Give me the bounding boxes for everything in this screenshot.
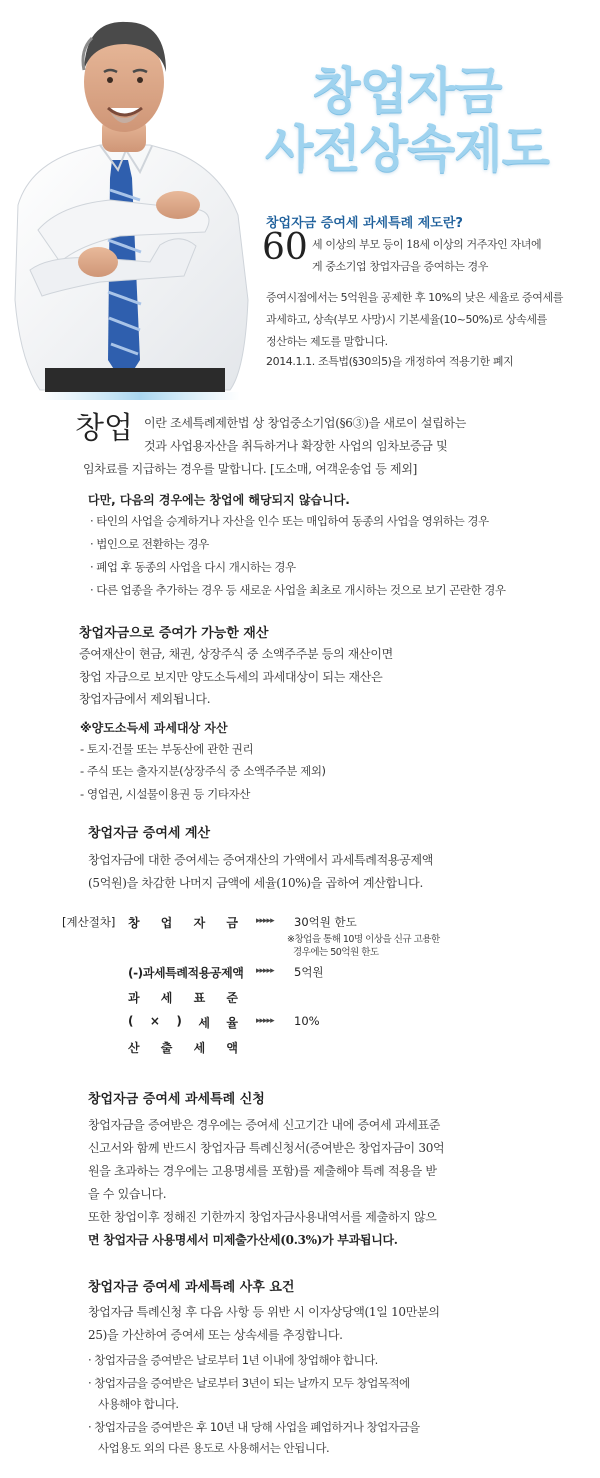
application-line: 원을 초과하는 경우에는 고용명세를 포함)를 제출해야 특례 적용을 받: [88, 1164, 437, 1178]
hero-line: 세 이상의 부모 등이 18세 이상의 거주자인 자녀에: [312, 238, 542, 251]
calc-char: 준: [226, 991, 238, 1005]
calc-char: 과: [128, 991, 140, 1005]
procedure-label: [계산절차]: [62, 915, 116, 929]
calc-char: 출: [160, 1041, 173, 1055]
arrow-icon: ▸▸▸▸▸: [256, 966, 274, 976]
taxable-asset-item: - 토지·건물 또는 부동산에 관한 권리: [80, 742, 254, 756]
requirements-line: 창업자금 특례신청 후 다음 사항 등 위반 시 이자상당액(1일 10만분의: [88, 1305, 440, 1319]
exception-item: · 타인의 사업을 승계하거나 자산을 인수 또는 매입하여 동종의 사업을 영위하는 경우: [90, 514, 489, 528]
application-heading: 창업자금 증여세 과세특례 신청: [88, 1092, 265, 1107]
calc-char: (: [128, 1014, 134, 1028]
calc-char: 업: [160, 916, 173, 930]
calc-char: ×: [149, 1014, 160, 1028]
requirement-item: · 창업자금을 증여받은 날로부터 1년 이내에 창업해야 합니다.: [88, 1353, 378, 1367]
calc-value: 10%: [294, 1014, 320, 1028]
calc-char: 표: [193, 991, 206, 1005]
calc-char: 금: [226, 916, 238, 930]
calc-char: 창: [128, 916, 140, 930]
exception-item: · 다른 업종을 추가하는 경우 등 새로운 사업을 최초로 개시하는 것으로 보기 곤란한 경우: [90, 583, 506, 597]
calc-char: 세: [198, 1016, 210, 1030]
calc-row-tax-rate: [128, 1014, 238, 1031]
arrow-icon: ▸▸▸▸▸: [256, 1016, 274, 1026]
definition-line: 것과 사업용자산을 취득하거나 확장한 사업의 임차보증금 및: [144, 439, 448, 453]
definition-line: 이란 조세특례제한법 상 창업중소기업(§6③)을 새로이 설립하는: [144, 416, 467, 430]
calculation-heading: 창업자금 증여세 계산: [88, 826, 211, 841]
hero-paragraph: 과세하고, 상속(부모 사망)시 기본세율(10~50%)로 상속세를: [266, 313, 547, 326]
calc-value: 5억원: [294, 965, 324, 979]
requirements-heading: 창업자금 증여세 과세특례 사후 요건: [88, 1280, 295, 1295]
application-line: 또한 창업이후 정해진 기한까지 창업자금사용내역서를 제출하지 않으: [88, 1210, 437, 1224]
taxable-asset-item: - 영업권, 시설물이용권 등 기타자산: [80, 787, 250, 801]
hero-title-line1: 창업자금: [312, 62, 502, 120]
calc-row-deduction: (-)과세특례적용공제액: [128, 966, 244, 980]
hero-title-line2: 사전상속제도: [265, 120, 549, 178]
calc-row-calculated-tax: [128, 1039, 238, 1056]
property-line: 창업자금에서 제외됩니다.: [79, 692, 211, 706]
hero-line: 게 중소기업 창업자금을 증여하는 경우: [312, 260, 489, 273]
exception-item: · 폐업 후 동종의 사업을 다시 개시하는 경우: [90, 560, 296, 574]
definition-big-word: 창업: [75, 411, 133, 446]
taxable-asset-item: - 주식 또는 출자지분(상장주식 중 소액주주분 제외): [80, 764, 326, 778]
application-line: 신고서와 함께 반드시 창업자금 특례신청서(증여받은 창업자금이 30억: [88, 1141, 445, 1155]
application-line: 을 수 있습니다.: [88, 1187, 167, 1201]
arrow-icon: ▸▸▸▸▸: [256, 916, 274, 926]
calc-char: 산: [128, 1041, 140, 1055]
exception-heading: 다만, 다음의 경우에는 창업에 해당되지 않습니다.: [88, 493, 350, 507]
hero-man-photo: [0, 0, 262, 405]
property-heading: 창업자금으로 증여가 가능한 재산: [79, 626, 269, 641]
requirement-item: · 창업자금을 증여받은 후 10년 내 당해 사업을 폐업하거나 창업자금을: [88, 1420, 420, 1434]
property-line: 증여재산이 현금, 채권, 상장주식 중 소액주주분 등의 재산이면: [79, 647, 393, 661]
requirements-line: 25)을 가산하여 증여세 또는 상속세를 추징합니다.: [88, 1328, 343, 1342]
requirement-item: · 창업자금을 증여받은 날로부터 3년이 되는 날까지 모두 창업목적에: [88, 1376, 410, 1390]
hero-title: [222, 62, 592, 178]
calc-note: ※창업을 통해 10명 이상을 신규 고용한: [287, 934, 440, 945]
application-line: 창업자금을 증여받은 경우에는 증여세 신고기간 내에 증여세 과세표준: [88, 1118, 441, 1132]
calc-row-startup-fund: [128, 914, 238, 931]
calc-char: 자: [193, 916, 206, 930]
calculation-line: (5억원)을 차감한 나머지 금액에 세율(10%)을 곱하여 계산합니다.: [88, 876, 423, 890]
age-number: 60: [262, 227, 308, 268]
hero-abolition-note: 2014.1.1. 조특법(§30의5)을 개정하여 적용기한 폐지: [266, 355, 514, 368]
calc-char: 세: [160, 991, 173, 1005]
hero-paragraph: 정산하는 제도를 말합니다.: [266, 335, 388, 348]
taxable-asset-note: ※양도소득세 과세대상 자산: [80, 721, 228, 735]
calc-value: 30억원 한도: [294, 915, 357, 929]
application-line: 면 창업자금 사용명세서 미제출가산세(0.3%)가 부과됩니다.: [88, 1233, 398, 1247]
hero-question: 창업자금 증여세 과세특례 제도란?: [266, 216, 463, 231]
exception-item: · 법인으로 전환하는 경우: [90, 537, 209, 551]
definition-line: 임차료를 지급하는 경우를 말합니다. [도소매, 여객운송업 등 제외]: [83, 462, 417, 476]
calc-char: 율: [226, 1016, 238, 1030]
hero-paragraph: 증여시점에서는 5억원을 공제한 후 10%의 낮은 세율로 증여세를: [266, 291, 563, 304]
calc-char: 세: [193, 1041, 206, 1055]
calc-row-tax-base: [128, 989, 238, 1006]
calc-note: 경우에는 50억원 한도: [293, 947, 379, 958]
property-line: 창업 자금으로 보지만 양도소득세의 과세대상이 되는 재산은: [79, 670, 383, 684]
calc-char: 액: [226, 1041, 238, 1055]
calculation-line: 창업자금에 대한 증여세는 증여재산의 가액에서 과세특례적용공제액: [88, 853, 434, 867]
requirement-item-continued: 사업용도 외의 다른 용도로 사용해서는 안됩니다.: [98, 1441, 330, 1455]
calc-char: ): [176, 1014, 182, 1028]
requirement-item-continued: 사용해야 합니다.: [98, 1397, 179, 1411]
